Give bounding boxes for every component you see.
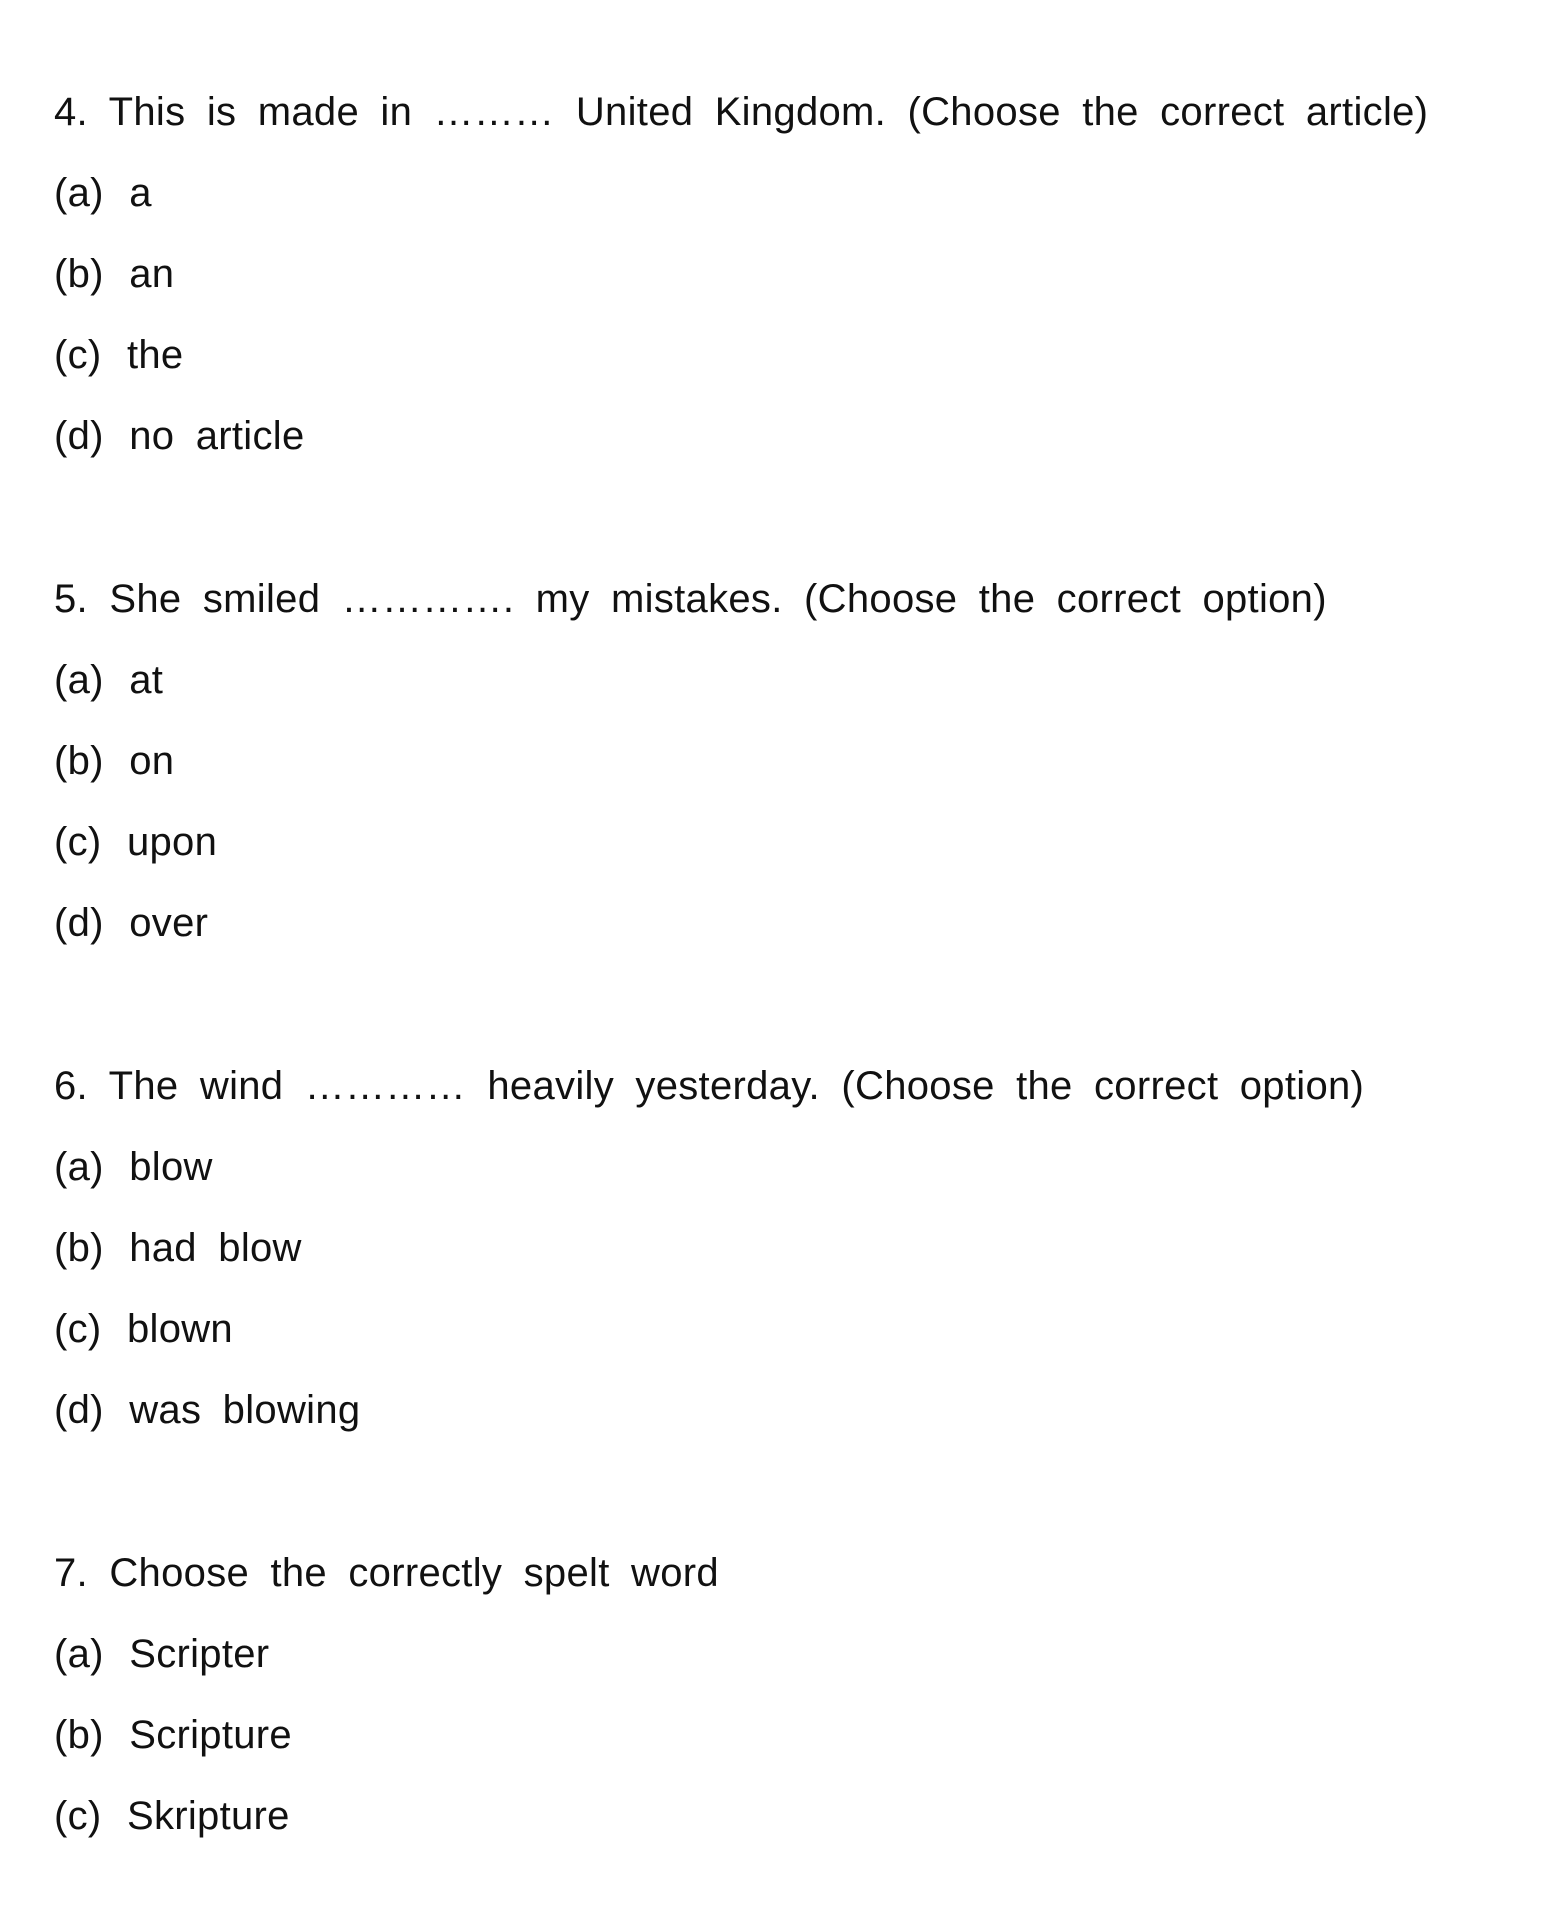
option-text: over	[129, 901, 209, 945]
option-text: Scripter	[129, 1632, 270, 1676]
option-a	[54, 650, 1494, 731]
option-a	[54, 1137, 1494, 1218]
option-c	[54, 1786, 1494, 1867]
question-6	[54, 1056, 1494, 1461]
option-c	[54, 812, 1494, 893]
option-c	[54, 325, 1494, 406]
option-label: (d)	[54, 1388, 104, 1432]
option-text: blown	[126, 1307, 233, 1351]
option-b	[54, 1218, 1494, 1299]
option-label: (b)	[54, 1226, 104, 1270]
option-text: a	[129, 171, 152, 215]
option-label: (c)	[54, 820, 102, 864]
question-text: 7. Choose the correctly spelt word	[54, 1551, 719, 1595]
option-label: (a)	[54, 658, 104, 702]
option-text: no article	[129, 414, 305, 458]
option-label: (a)	[54, 171, 104, 215]
option-label: (a)	[54, 1632, 104, 1676]
question-7	[54, 1543, 1494, 1867]
option-b	[54, 731, 1494, 812]
option-b	[54, 244, 1494, 325]
option-d	[54, 1380, 1494, 1461]
option-a	[54, 1624, 1494, 1705]
option-b	[54, 1705, 1494, 1786]
option-text: upon	[126, 820, 218, 864]
option-text: blow	[129, 1145, 213, 1189]
option-label: (b)	[54, 739, 104, 783]
option-text: Skripture	[126, 1794, 290, 1838]
question-text: 5. She smiled …………. my mistakes. (Choose the correct option)	[54, 577, 1327, 621]
option-label: (c)	[54, 333, 102, 377]
option-text: had blow	[129, 1226, 302, 1270]
question-5	[54, 569, 1494, 974]
option-label: (c)	[54, 1794, 102, 1838]
option-a	[54, 163, 1494, 244]
option-label: (c)	[54, 1307, 102, 1351]
option-label: (b)	[54, 1713, 104, 1757]
option-label: (d)	[54, 414, 104, 458]
question-4	[54, 82, 1494, 487]
option-label: (b)	[54, 252, 104, 296]
option-text: at	[129, 658, 164, 702]
option-text: the	[126, 333, 184, 377]
question-text: 6. The wind ………… heavily yesterday. (Choose the correct option)	[54, 1064, 1365, 1108]
option-label: (a)	[54, 1145, 104, 1189]
option-d	[54, 893, 1494, 974]
option-label: (d)	[54, 901, 104, 945]
option-c	[54, 1299, 1494, 1380]
option-text: an	[129, 252, 175, 296]
option-text: on	[129, 739, 175, 783]
option-text: was blowing	[129, 1388, 361, 1432]
option-d	[54, 406, 1494, 487]
option-text: Scripture	[129, 1713, 292, 1757]
question-text: 4. This is made in ……… United Kingdom. (Choose the correct article)	[54, 90, 1429, 134]
